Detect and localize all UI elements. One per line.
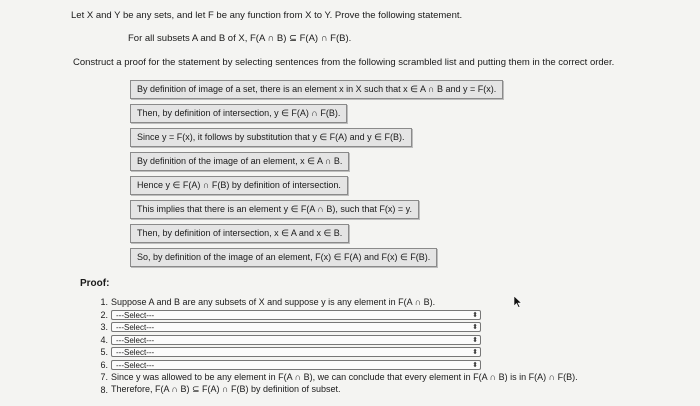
step-number: 6. <box>100 359 108 370</box>
step-3-select[interactable] <box>111 322 481 332</box>
step-2-select[interactable] <box>111 310 481 320</box>
sentence-tile[interactable]: Hence y ∈ F(A) ∩ F(B) by definition of intersection. <box>130 176 348 195</box>
step-4-select[interactable] <box>111 335 481 345</box>
step-number: 7. <box>100 372 108 383</box>
sentence-tile[interactable]: Then, by definition of intersection, y ∈ F(A) ∩ F(B). <box>130 104 347 123</box>
instruction: Construct a proof for the statement by selecting sentences from the following scrambled list and putting them in the correct order. <box>73 57 615 68</box>
step-number: 1. <box>100 297 108 308</box>
select-value: ---Select--- <box>116 323 155 333</box>
statement: For all subsets A and B of X, F(A ∩ B) ⊆ F(A) ∩ F(B). <box>128 33 352 44</box>
sentence-tile[interactable]: So, by definition of the image of an element, F(x) ∈ F(A) and F(x) ∈ F(B). <box>130 248 437 267</box>
proof-step-6 <box>91 359 578 372</box>
step-number: 5. <box>100 347 108 358</box>
select-arrow-icon: ⬍ <box>472 311 478 319</box>
proof-step-4 <box>91 334 578 347</box>
proof-label: Proof: <box>80 278 110 289</box>
select-value: ---Select--- <box>116 335 155 345</box>
proof-step-1 <box>91 296 578 309</box>
step-number: 8. <box>100 384 108 395</box>
sentence-tile[interactable]: By definition of the image of an element, x ∈ A ∩ B. <box>130 152 349 171</box>
statement-intro: Let X and Y be any sets, and let F be any function from X to Y. Prove the following statement. <box>71 10 463 21</box>
select-value: ---Select--- <box>116 360 155 370</box>
select-value: ---Select--- <box>116 348 155 358</box>
step-text: Since y was allowed to be any element in F(A ∩ B), we can conclude that every element in F(A ∩ B) is in F(A) ∩ F(B). <box>111 372 578 383</box>
proof-step-7 <box>91 371 578 384</box>
proof-step-5 <box>91 346 578 359</box>
step-text: Suppose A and B are any subsets of X and suppose y is any element in F(A ∩ B). <box>111 297 436 308</box>
proof-steps <box>91 296 578 396</box>
step-number: 4. <box>100 334 108 345</box>
select-arrow-icon: ⬍ <box>472 361 478 369</box>
proof-step-2 <box>91 309 578 322</box>
select-value: ---Select--- <box>116 310 155 320</box>
select-arrow-icon: ⬍ <box>472 349 478 357</box>
mouse-pointer-icon <box>514 296 522 308</box>
select-arrow-icon: ⬍ <box>472 336 478 344</box>
proof-step-8 <box>91 384 578 397</box>
step-number: 3. <box>100 322 108 333</box>
select-arrow-icon: ⬍ <box>472 324 478 332</box>
step-5-select[interactable] <box>111 347 481 357</box>
step-6-select[interactable] <box>111 360 481 370</box>
sentence-tile[interactable]: This implies that there is an element y ∈ F(A ∩ B), such that F(x) = y. <box>130 200 419 219</box>
sentence-tile[interactable]: Then, by definition of intersection, x ∈ A and x ∈ B. <box>130 224 349 243</box>
proof-step-3 <box>91 321 578 334</box>
sentence-tile[interactable]: By definition of image of a set, there is an element x in X such that x ∈ A ∩ B and y = F(x). <box>130 80 503 99</box>
scrambled-sentence-list <box>130 79 503 271</box>
step-number: 2. <box>100 309 108 320</box>
sentence-tile[interactable]: Since y = F(x), it follows by substitution that y ∈ F(A) and y ∈ F(B). <box>130 128 412 147</box>
step-text: Therefore, F(A ∩ B) ⊆ F(A) ∩ F(B) by definition of subset. <box>111 384 341 395</box>
